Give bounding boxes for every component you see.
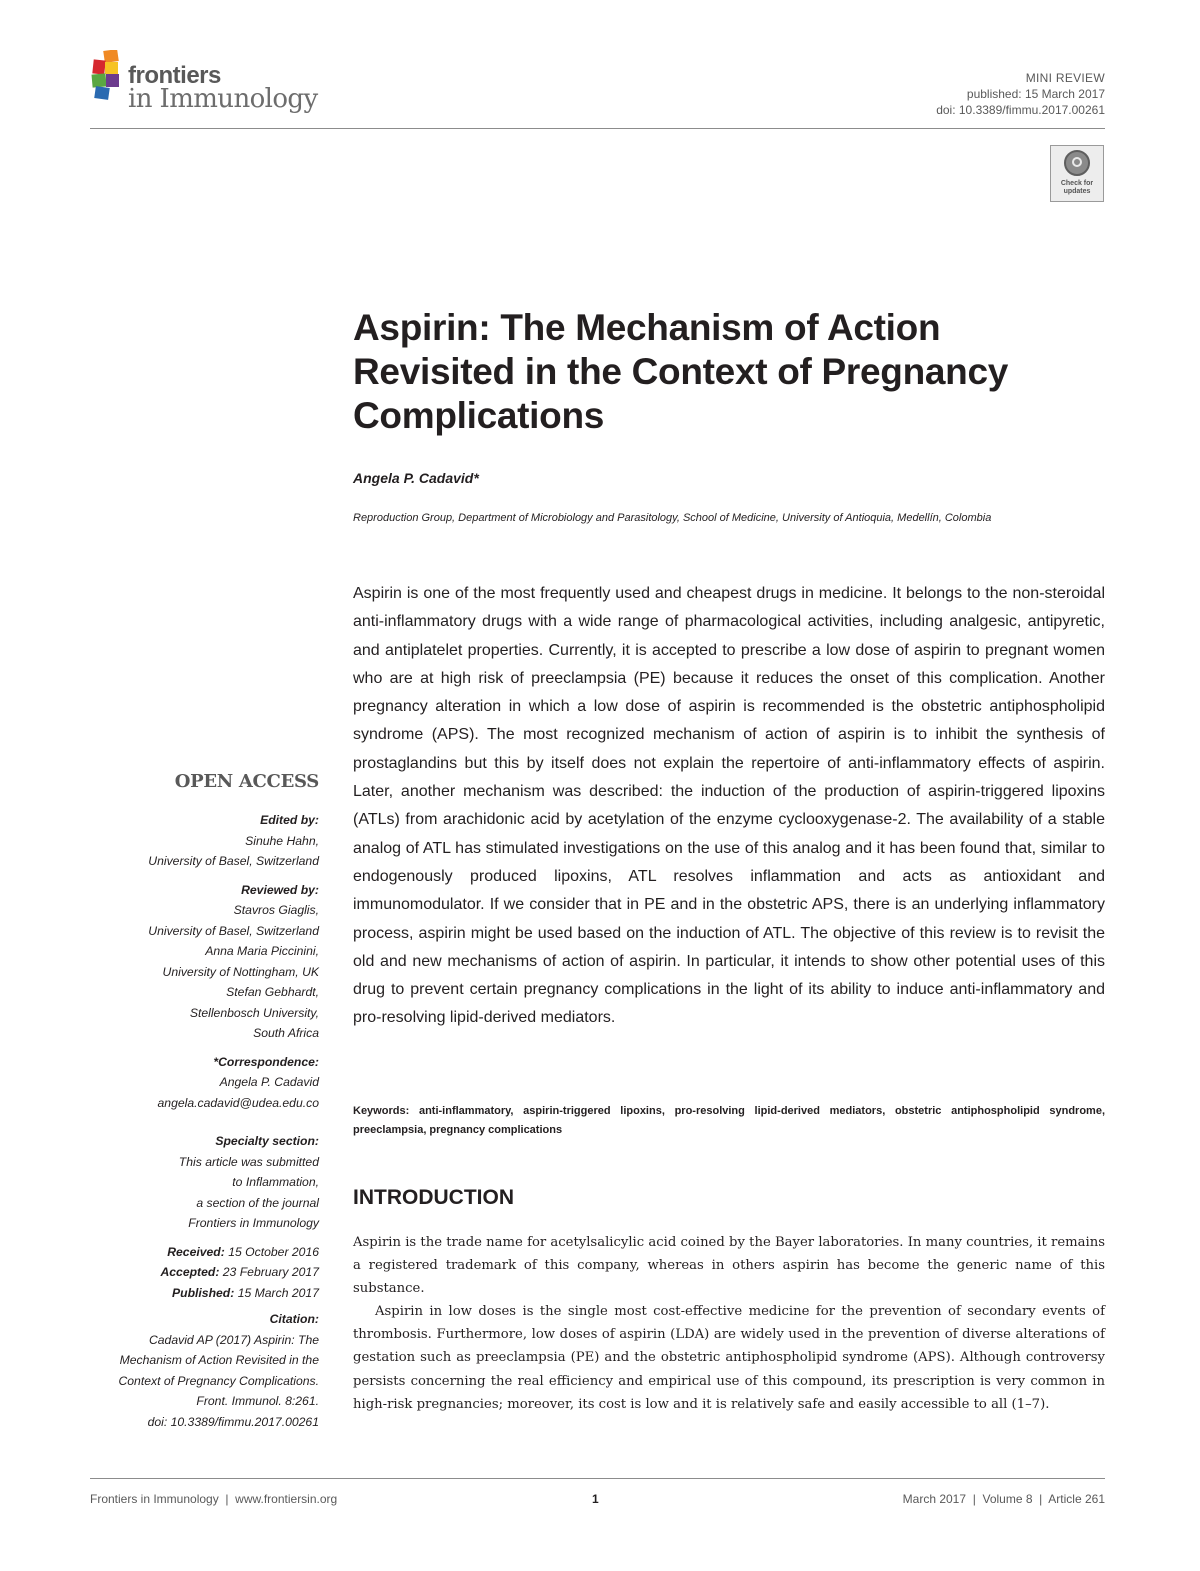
edited-by-label: Edited by: bbox=[260, 813, 319, 827]
specialty-line: to Inflammation, bbox=[232, 1175, 319, 1189]
reviewed-by-section bbox=[59, 880, 319, 1044]
published-row bbox=[59, 1283, 319, 1304]
introduction-body bbox=[353, 1231, 1105, 1416]
specialty-line: This article was submitted bbox=[178, 1154, 319, 1169]
article-meta bbox=[936, 70, 1105, 118]
logo-block-purple bbox=[106, 74, 119, 87]
received-label: Received: bbox=[167, 1244, 225, 1259]
received-date: 15 October 2016 bbox=[228, 1244, 319, 1259]
edited-by-section bbox=[59, 810, 319, 872]
reviewed-by-label: Reviewed by: bbox=[241, 882, 319, 897]
reviewer-name: Stefan Gebhardt, bbox=[226, 985, 319, 999]
correspondence-name: Angela P. Cadavid bbox=[219, 1075, 319, 1089]
journal-logo[interactable] bbox=[90, 50, 340, 125]
author-affiliation: Reproduction Group, Department of Microbiology and Parasitology, School of Medicine, University of Antioquia, Medellín, Colombia bbox=[353, 512, 992, 524]
citation-line: Mechanism of Action Revisited in the bbox=[119, 1353, 319, 1367]
logo-block-yellow bbox=[105, 62, 118, 74]
footer-journal-link[interactable]: Frontiers in Immunology | www.frontiersin.org bbox=[90, 1492, 338, 1506]
keywords-list: anti-inflammatory, aspirin-triggered lipoxins, pro-resolving lipid-derived mediators, obstetric antiphospholipid syndrome, preeclampsia, pregnancy complications bbox=[353, 1105, 1106, 1136]
intro-paragraph-1: Aspirin is the trade name for acetylsalicylic acid coined by the Bayer laboratories. In many countries, it remains a registered trademark of this company, whereas in others aspirin has become the generic name of this substance. bbox=[353, 1235, 1105, 1297]
reviewer-name: Stavros Giaglis, bbox=[233, 903, 319, 917]
logo-block-blue bbox=[94, 86, 110, 100]
citation-label: Citation: bbox=[269, 1312, 319, 1326]
reviewer-affiliation: Stellenbosch University, bbox=[189, 1005, 319, 1020]
brand-name: frontiers bbox=[128, 62, 221, 89]
citation-section bbox=[59, 1309, 319, 1432]
specialty-section bbox=[59, 1131, 319, 1234]
correspondence-section bbox=[59, 1052, 319, 1114]
abstract: Aspirin is one of the most frequently used and cheapest drugs in medicine. It belongs to the non-steroidal anti-inflammatory drugs with a wide range of pharmacological activities, including analgesic, antipyretic, and antiplatelet properties. Currently, it is accepted to prescribe a low dose of aspirin to pregnant women who are at high risk of preeclampsia (PE) because it reduces the onset of this complication. Another pregnancy alteration in which a low dose of aspirin is recommended is the obstetric antiphospholipid syndrome (APS). The most recognized mechanism of action of aspirin is to inhibit the synthesis of prostaglandins but this by itself does not explain the repertoire of anti-inflammatory effects of aspirin. Later, another mechanism was described: the induction of the production of aspirin-triggered lipoxins (ATLs) from arachidonic acid by acetylation of the enzyme cyclooxygenase-2. The availability of a stable analog of ATL has stimulated investigations on the use of this analog and it has been found that, similar to endogenously produced lipoxins, ATL resolves inflammation and acts as antioxidant and immunomodulator. If we consider that in PE and in the obstetric APS, there is an underlying inflammatory process, aspirin might be used based on the induction of ATL. The objective of this review is to revisit the old and new mechanisms of action of aspirin. In particular, it intends to show other potential uses of this drug to prevent certain pregnancy complications in the light of its ability to induce anti-inflammatory and pro-resolving lipid-derived mediators. bbox=[353, 585, 1105, 1027]
dates-section bbox=[59, 1242, 319, 1304]
frontiers-logo-icon bbox=[90, 50, 126, 102]
citation-line: Context of Pregnancy Complications. bbox=[118, 1373, 319, 1388]
citation-doi[interactable]: doi: 10.3389/fimmu.2017.00261 bbox=[147, 1414, 319, 1429]
published-label: Published: bbox=[172, 1285, 235, 1300]
specialty-line: Frontiers in Immunology bbox=[188, 1216, 319, 1230]
intro-paragraph-2: Aspirin in low doses is the single most cost-effective medicine for the prevention of secondary events of thrombosis. Furthermore, low doses of aspirin (LDA) are widely used in the prevention of diverse alterations of gestation such as preeclampsia (PE) and the obstetric antiphospholipid syndrome (APS). Although controversy persists concerning the real efficiency and empirical use of this compound, its prescription is very common in high-risk pregnancies; moreover, its cost is low and it is relatively safe and easily accessible to all (1–7). bbox=[353, 1304, 1105, 1412]
keywords bbox=[353, 1102, 1105, 1140]
accepted-label: Accepted: bbox=[160, 1265, 220, 1279]
logo-block-green bbox=[92, 73, 107, 87]
article-type: MINI REVIEW bbox=[1025, 71, 1105, 85]
published-date-sidebar: 15 March 2017 bbox=[237, 1285, 319, 1300]
specialty-label: Specialty section: bbox=[215, 1134, 319, 1148]
specialty-line: a section of the journal bbox=[196, 1195, 319, 1210]
published-date: published: 15 March 2017 bbox=[966, 87, 1105, 101]
author-name[interactable]: Angela P. Cadavid* bbox=[353, 470, 479, 486]
citation-line: Front. Immunol. 8:261. bbox=[196, 1394, 319, 1408]
footer-volume-info: March 2017 | Volume 8 | Article 261 bbox=[902, 1492, 1105, 1506]
editor-name: Sinuhe Hahn, bbox=[245, 833, 319, 848]
accepted-date: 23 February 2017 bbox=[222, 1265, 319, 1279]
check-for-updates-badge[interactable] bbox=[1050, 145, 1104, 202]
open-access-label: OPEN ACCESS bbox=[174, 771, 319, 792]
citation-line: Cadavid AP (2017) Aspirin: The bbox=[148, 1332, 319, 1347]
received-row bbox=[59, 1242, 319, 1263]
reviewer-name: Anna Maria Piccinini, bbox=[205, 944, 319, 958]
introduction-heading: INTRODUCTION bbox=[353, 1186, 514, 1209]
journal-name: in Immunology bbox=[128, 84, 318, 114]
logo-block-red bbox=[92, 59, 105, 74]
article-sidebar bbox=[59, 770, 319, 1440]
crossmark-icon bbox=[1064, 150, 1090, 176]
correspondence-email[interactable]: angela.cadavid@udea.edu.co bbox=[157, 1095, 319, 1110]
article-doi[interactable]: doi: 10.3389/fimmu.2017.00261 bbox=[936, 103, 1105, 117]
check-for-updates-label: Check for updates bbox=[1060, 180, 1094, 195]
footer-divider bbox=[90, 1478, 1105, 1479]
header-divider bbox=[90, 128, 1105, 129]
reviewer-affiliation: University of Basel, Switzerland bbox=[148, 923, 319, 938]
correspondence-label: *Correspondence: bbox=[213, 1054, 319, 1069]
accepted-row bbox=[59, 1262, 319, 1283]
reviewer-affiliation: University of Nottingham, UK bbox=[162, 964, 319, 979]
reviewer-affiliation: South Africa bbox=[253, 1026, 319, 1040]
editor-affiliation: University of Basel, Switzerland bbox=[148, 854, 319, 868]
keywords-label: Keywords: bbox=[353, 1105, 410, 1117]
page-number: 1 bbox=[592, 1492, 599, 1506]
article-title: Aspirin: The Mechanism of Action Revisited in the Context of Pregnancy Complications bbox=[353, 307, 1009, 436]
